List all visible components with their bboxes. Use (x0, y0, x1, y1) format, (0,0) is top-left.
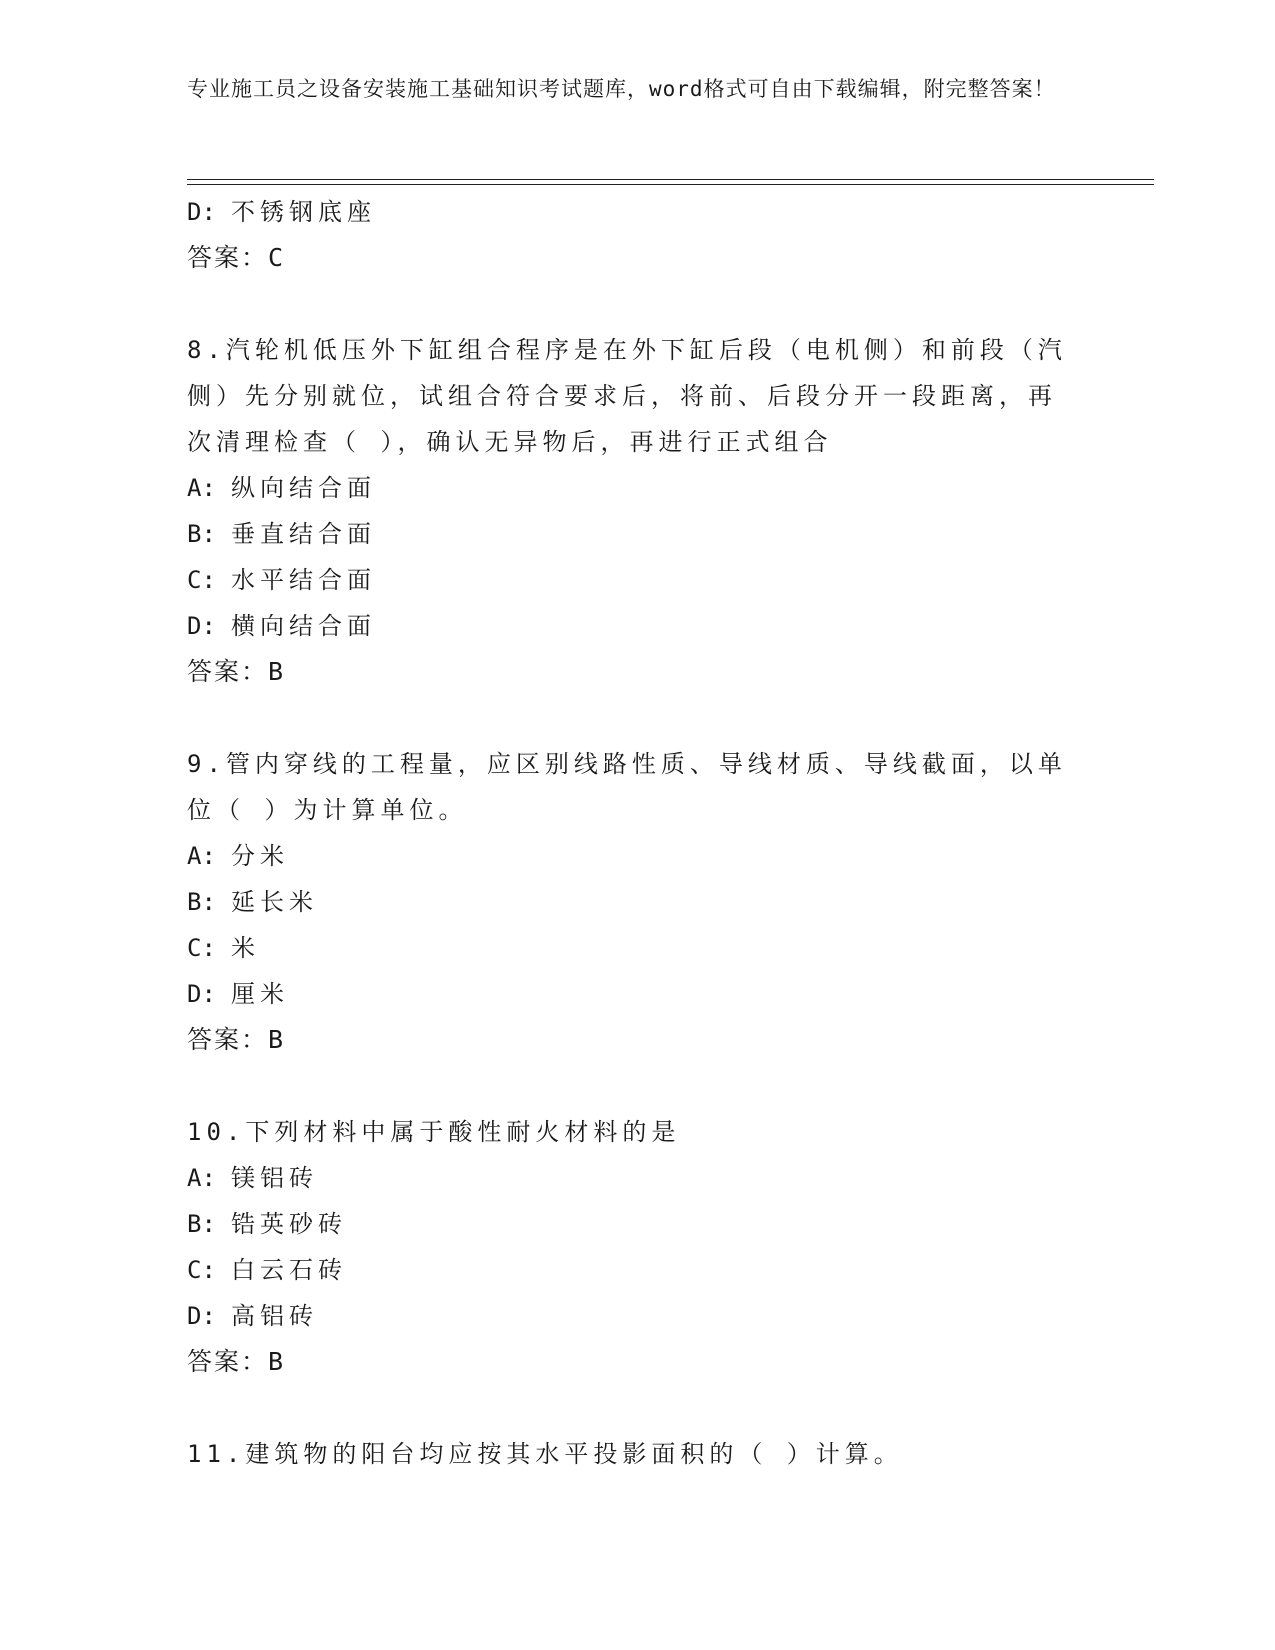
question-stem-8: 8.汽轮机低压外下缸组合程序是在外下缸后段（电机侧）和前段（汽侧）先分别就位，试组合符合要求后，将前、后段分开一段距离，再次清理检查（ ），确认无异物后，再进行正式组合 (187, 336, 1067, 456)
answer-line: 答案：B (187, 1347, 286, 1376)
option-a (187, 1155, 1067, 1201)
option-b (187, 511, 1067, 557)
option-c (187, 557, 1067, 603)
document-body (187, 189, 1067, 1477)
option-text: 锆英砂砖 (231, 1210, 347, 1238)
document-header: 专业施工员之设备安装施工基础知识考试题库，word格式可自由下载编辑，附完整答案！ (187, 77, 1056, 101)
option-text: 分米 (231, 842, 289, 870)
option-key: D: (187, 1302, 216, 1330)
option-b (187, 879, 1067, 925)
option-key: D: (187, 198, 216, 226)
option-key: B: (187, 1210, 216, 1238)
option-a (187, 833, 1067, 879)
answer-line: 答案：B (187, 1025, 286, 1054)
option-c (187, 925, 1067, 971)
option-a (187, 465, 1067, 511)
option-text: 镁铝砖 (231, 1164, 318, 1192)
option-d (187, 971, 1067, 1017)
option-text: 延长米 (231, 888, 318, 916)
header-rule-top (187, 179, 1154, 180)
option-key: C: (187, 566, 216, 594)
option-d (187, 603, 1067, 649)
option-key: D: (187, 980, 216, 1008)
option-text: 垂直结合面 (231, 520, 376, 548)
option-text: 纵向结合面 (231, 474, 376, 502)
option-key: D: (187, 612, 216, 640)
option-key: B: (187, 520, 216, 548)
option-key: A: (187, 1164, 216, 1192)
option-c (187, 1247, 1067, 1293)
option-key: C: (187, 934, 216, 962)
question-stem-10: 10.下列材料中属于酸性耐火材料的是 (187, 1118, 681, 1146)
option-text: 米 (231, 934, 260, 962)
option-key: C: (187, 1256, 216, 1284)
option-text: 厘米 (231, 980, 289, 1008)
option-d (187, 1293, 1067, 1339)
answer-line: 答案：C (187, 243, 286, 272)
option-text: 高铝砖 (231, 1302, 318, 1330)
option-key: B: (187, 888, 216, 916)
option-key: A: (187, 474, 216, 502)
answer-line: 答案：B (187, 657, 286, 686)
option-text: 不锈钢底座 (231, 198, 376, 226)
option-text: 水平结合面 (231, 566, 376, 594)
option-text: 白云石砖 (231, 1256, 347, 1284)
option-d (187, 189, 1067, 235)
question-stem-11: 11.建筑物的阳台均应按其水平投影面积的（ ）计算。 (187, 1440, 903, 1468)
question-stem-9: 9.管内穿线的工程量，应区别线路性质、导线材质、导线截面，以单位（ ）为计算单位。 (187, 750, 1067, 824)
option-text: 横向结合面 (231, 612, 376, 640)
header-rule-bottom (187, 184, 1154, 185)
option-b (187, 1201, 1067, 1247)
option-key: A: (187, 842, 216, 870)
